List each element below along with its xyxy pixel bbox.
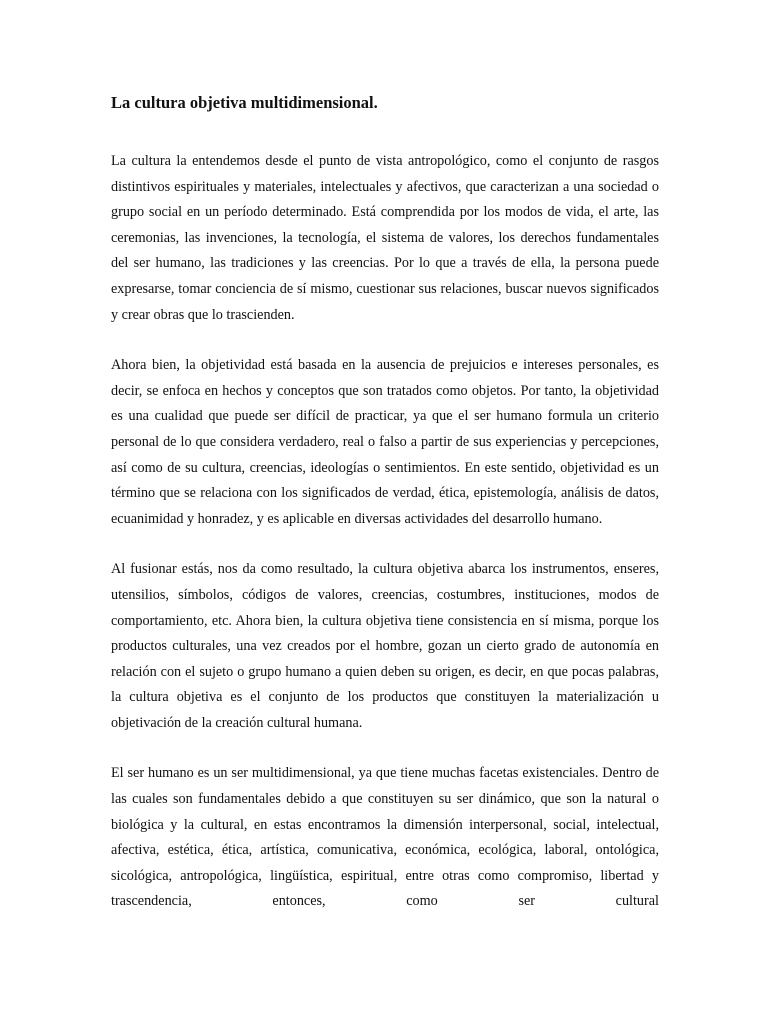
paragraph-objective-culture: Al fusionar estás, nos da como resultado, la cultura objetiva abarca los instrumentos, enseres, utensilios, símbolos, códigos de valores, creencias, costumbres, instituciones, modos de comportamiento, etc. Ahora bien, la cultura objetiva tiene consistencia en sí misma, porque los productos culturales, una vez creados por el hombre, gozan un cierto grado de autonomía en relación con el sujeto o grupo humano a quien deben su origen, es decir, en que pocas palabras, la cultura objetiva es el conjunto de los productos que constituyen la materialización u objetivación de la creación cultural humana. bbox=[111, 561, 659, 731]
document-body bbox=[111, 93, 659, 915]
paragraph-objectivity: Ahora bien, la objetividad está basada en la ausencia de prejuicios e intereses personales, es decir, se enfoca en hechos y conceptos que son tratados como objetos. Por tanto, la objetividad es una cualidad que puede ser difícil de practicar, ya que el ser humano formula un criterio personal de lo que considera verdadero, real o falso a partir de sus experiencias y percepciones, así como de su cultura, creencias, ideologías o sentimientos. En este sentido, objetividad es un término que se relaciona con los significados de verdad, ética, epistemología, análisis de datos, ecuanimidad y honradez, y es aplicable en diversas actividades del desarrollo humano. bbox=[111, 357, 659, 527]
document-title: La cultura objetiva multidimensional. bbox=[111, 93, 378, 112]
paragraph-culture-definition: La cultura la entendemos desde el punto de vista antropológico, como el conjunto de rasgos distintivos espirituales y materiales, intelectuales y afectivos, que caracterizan a una sociedad o grupo social en un período determinado. Está comprendida por los modos de vida, el arte, las ceremonias, las invenciones, la tecnología, el sistema de valores, los derechos fundamentales del ser humano, las tradiciones y las creencias. Por lo que a través de ella, la persona puede expresarse, tomar conciencia de sí mismo, cuestionar sus relaciones, buscar nuevos significados y crear obras que lo trascienden. bbox=[111, 153, 659, 323]
paragraph-multidimensional-human: El ser humano es un ser multidimensional, ya que tiene muchas facetas existenciales. Dentro de las cuales son fundamentales debido a que constituyen su ser dinámico, que son la natural o biológica y la cultural, en estas encontramos la dimensión interpersonal, social, intelectual, afectiva, estética, ética, artística, comunicativa, económica, ecológica, laboral, ontológica, sicológica, antropológica, lingüística, espiritual, entre otras como compromiso, libertad y trascendencia, entonces, como ser cultural bbox=[111, 765, 659, 910]
